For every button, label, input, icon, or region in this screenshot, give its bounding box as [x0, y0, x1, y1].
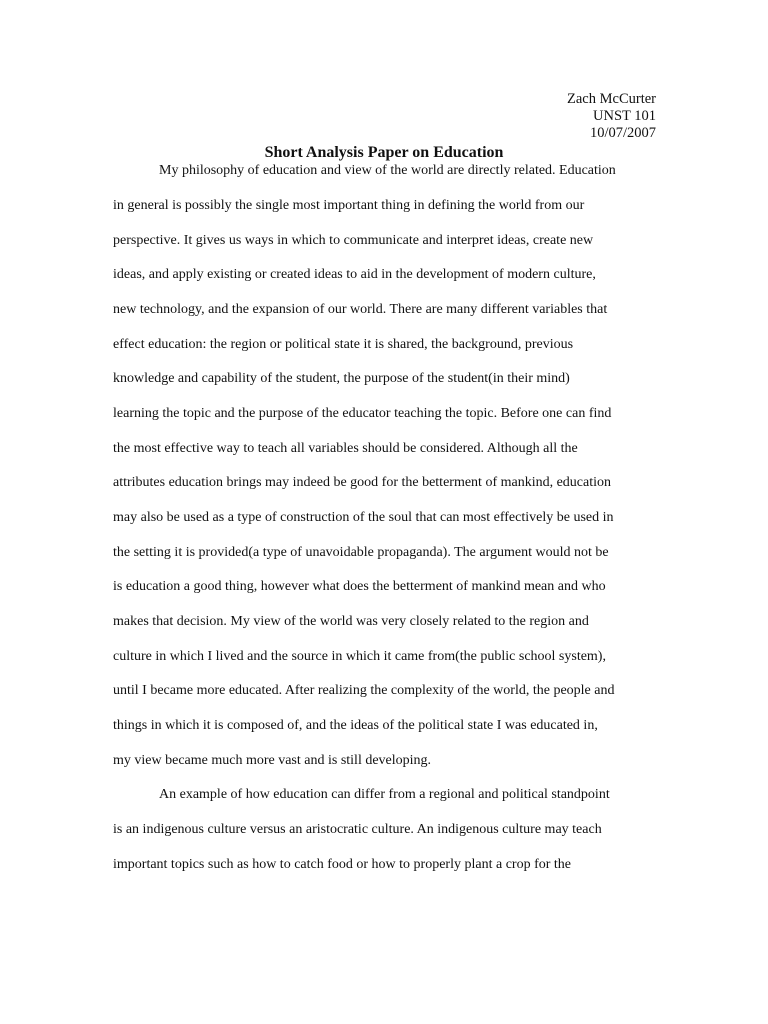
author-name: Zach McCurter [567, 91, 656, 107]
paragraph-line: the setting it is provided(a type of unavoidable propaganda). The argument would not be [113, 545, 609, 560]
paragraph-line: makes that decision. My view of the world was very closely related to the region and [113, 614, 589, 629]
paragraph-line: perspective. It gives us ways in which to communicate and interpret ideas, create new [113, 233, 594, 248]
header-block [567, 91, 656, 142]
paragraph-line: is an indigenous culture versus an aristocratic culture. An indigenous culture may teach [113, 822, 602, 837]
paragraph-line: my view became much more vast and is still developing. [113, 753, 432, 768]
paragraph-line: new technology, and the expansion of our world. There are many different variables that [113, 302, 608, 317]
paragraph-line: in general is possibly the single most important thing in defining the world from our [113, 198, 585, 213]
paragraph-line: is education a good thing, however what does the betterment of mankind mean and who [113, 579, 606, 594]
paper-title: Short Analysis Paper on Education [264, 144, 504, 161]
paragraph-line: may also be used as a type of construction of the soul that can most effectively be used in [113, 510, 614, 525]
paragraph-line: until I became more educated. After realizing the complexity of the world, the people and [113, 683, 615, 698]
paragraph-line: attributes education brings may indeed be good for the betterment of mankind, education [113, 475, 612, 490]
paragraph-line: effect education: the region or political state it is shared, the background, previous [113, 337, 574, 352]
paragraph-line: culture in which I lived and the source in which it came from(the public school system), [113, 649, 606, 664]
paragraph-line: My philosophy of education and view of the world are directly related. Education [159, 163, 616, 178]
paper-date: 10/07/2007 [589, 125, 656, 141]
paragraph-line: things in which it is composed of, and the ideas of the political state I was educated in, [113, 718, 598, 733]
paragraph-line: the most effective way to teach all variables should be considered. Although all the [113, 441, 578, 456]
course-code: UNST 101 [593, 108, 656, 124]
paragraph-line: knowledge and capability of the student, the purpose of the student(in their mind) [113, 371, 570, 386]
paragraph-line: learning the topic and the purpose of the educator teaching the topic. Before one can find [113, 406, 612, 421]
paragraph-line: important topics such as how to catch food or how to properly plant a crop for the [113, 857, 571, 872]
paragraph-line: An example of how education can differ from a regional and political standpoint [159, 787, 610, 802]
paragraph-line: ideas, and apply existing or created ideas to aid in the development of modern culture, [113, 267, 596, 282]
